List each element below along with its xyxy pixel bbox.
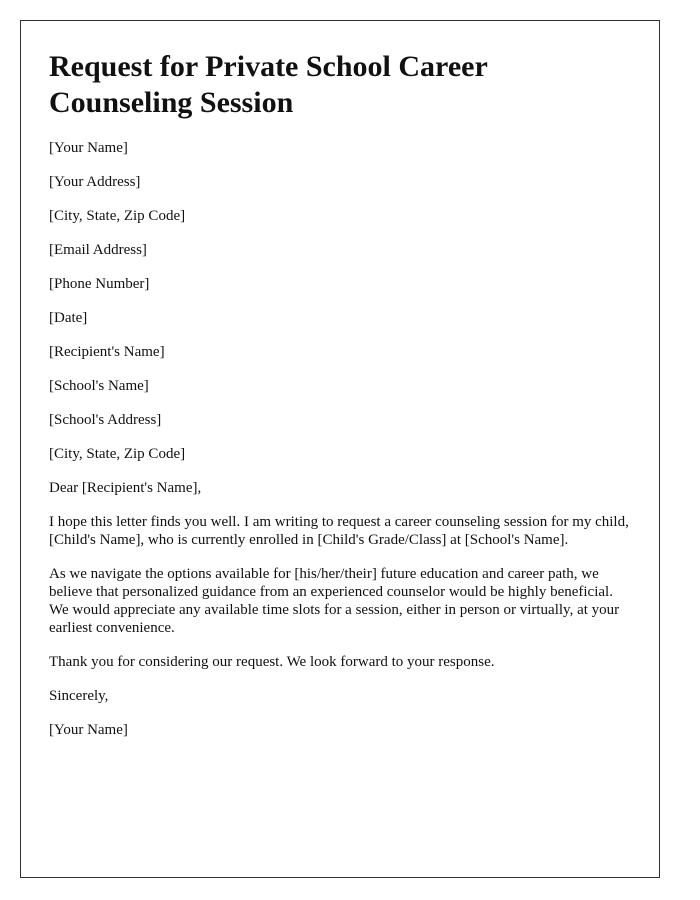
signature: [Your Name] [49, 722, 128, 738]
letter-date: [Date] [49, 310, 88, 326]
sender-name: [Your Name] [49, 140, 128, 156]
sender-address: [Your Address] [49, 174, 141, 190]
salutation: Dear [Recipient's Name], [49, 480, 202, 496]
letter-page [20, 20, 660, 878]
body-paragraph-1: I hope this letter finds you well. I am writing to request a career counseling session for my child, [Child's Name], who is currently enrolled in [Child's Grade/Class] at [School's Name]. [49, 514, 629, 548]
body-paragraph-3: Thank you for considering our request. We look forward to your response. [49, 654, 495, 670]
sender-email: [Email Address] [49, 242, 147, 258]
closing: Sincerely, [49, 688, 109, 704]
recipient-city-state-zip: [City, State, Zip Code] [49, 446, 186, 462]
recipient-name: [Recipient's Name] [49, 344, 165, 360]
recipient-address: [School's Address] [49, 412, 162, 428]
sender-city-state-zip: [City, State, Zip Code] [49, 208, 186, 224]
body-paragraph-2: As we navigate the options available for [his/her/their] future education and career path, we believe that personalized guidance from an experienced counselor would be highly beneficial. We would appreciate any available time slots for a session, either in person or virtually, at your earliest convenience. [49, 566, 620, 636]
letter-title: Request for Private School Career Counseling Session [49, 50, 488, 119]
recipient-school: [School's Name] [49, 378, 149, 394]
sender-phone: [Phone Number] [49, 276, 150, 292]
